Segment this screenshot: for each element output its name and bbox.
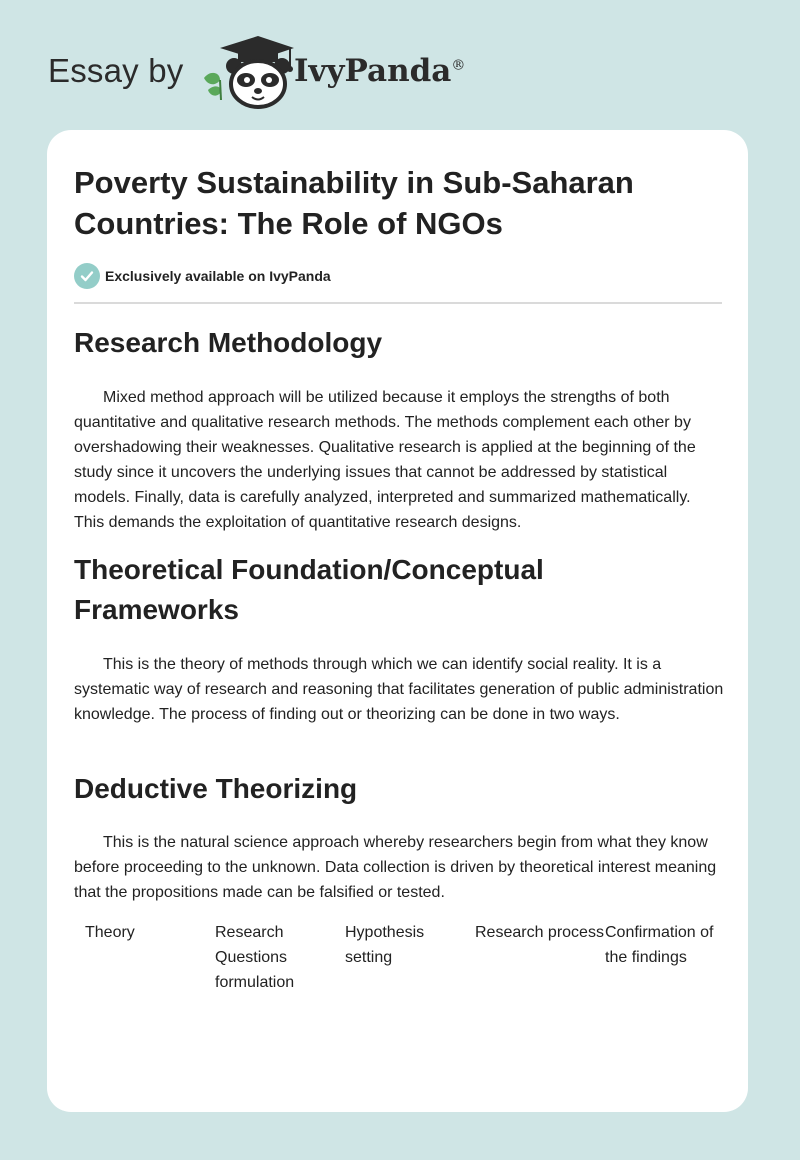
exclusive-badge bbox=[74, 263, 331, 289]
section-body-theoretical-foundation: This is the theory of methods through which we can identify social reality. It is a systematic way of research and reasoning that facilitates generation of public administration knowledge. The process of finding out or theorizing can be done in two ways. bbox=[74, 656, 724, 723]
flow-step-theory: Theory bbox=[85, 924, 135, 941]
site-header bbox=[48, 34, 468, 114]
brand-name-text: IvyPanda bbox=[294, 53, 452, 89]
check-circle-icon bbox=[74, 263, 100, 289]
deductive-process-flow bbox=[85, 920, 725, 995]
flow-step-research-questions: Research Questions formulation bbox=[215, 924, 295, 991]
exclusive-badge-text: Exclusively available on IvyPanda bbox=[105, 268, 331, 284]
section-heading-deductive-theorizing: Deductive Theorizing bbox=[74, 773, 358, 804]
section-body-deductive-theorizing: This is the natural science approach whereby researchers begin from what they know before proceeding to the unknown. Data collection is driven by theoretical interest meaning that the propositions made can be falsified or tested. bbox=[74, 834, 717, 901]
page-title: Poverty Sustainability in Sub-Saharan Countries: The Role of NGOs bbox=[74, 165, 634, 241]
section-body-research-methodology: Mixed method approach will be utilized because it employs the strengths of both quantitative and qualitative research methods. The methods complement each other by overshadowing their weaknesses. Qualitative research is applied at the beginning of the study since it uncovers the underlying issues that cannot be addressed by statistical models. Finally, data is carefully analyzed, interpreted and summarized mathematically. This demands the exploitation of quantitative research designs. bbox=[74, 389, 696, 531]
flow-step-research-process: Research process bbox=[475, 924, 604, 941]
essay-card bbox=[47, 130, 748, 1112]
ivypanda-wordmark[interactable] bbox=[294, 53, 465, 89]
panda-graduate-logo-icon[interactable] bbox=[200, 34, 296, 110]
flow-step-confirmation: Confirmation of the findings bbox=[605, 924, 714, 966]
flow-step-hypothesis: Hypothesis setting bbox=[345, 924, 425, 966]
essay-by-label: Essay by bbox=[48, 52, 184, 89]
section-heading-research-methodology: Research Methodology bbox=[74, 327, 383, 358]
section-heading-theoretical-foundation: Theoretical Foundation/Conceptual Frameworks bbox=[74, 554, 544, 625]
title-divider bbox=[74, 302, 722, 304]
registered-mark: ® bbox=[451, 57, 466, 74]
